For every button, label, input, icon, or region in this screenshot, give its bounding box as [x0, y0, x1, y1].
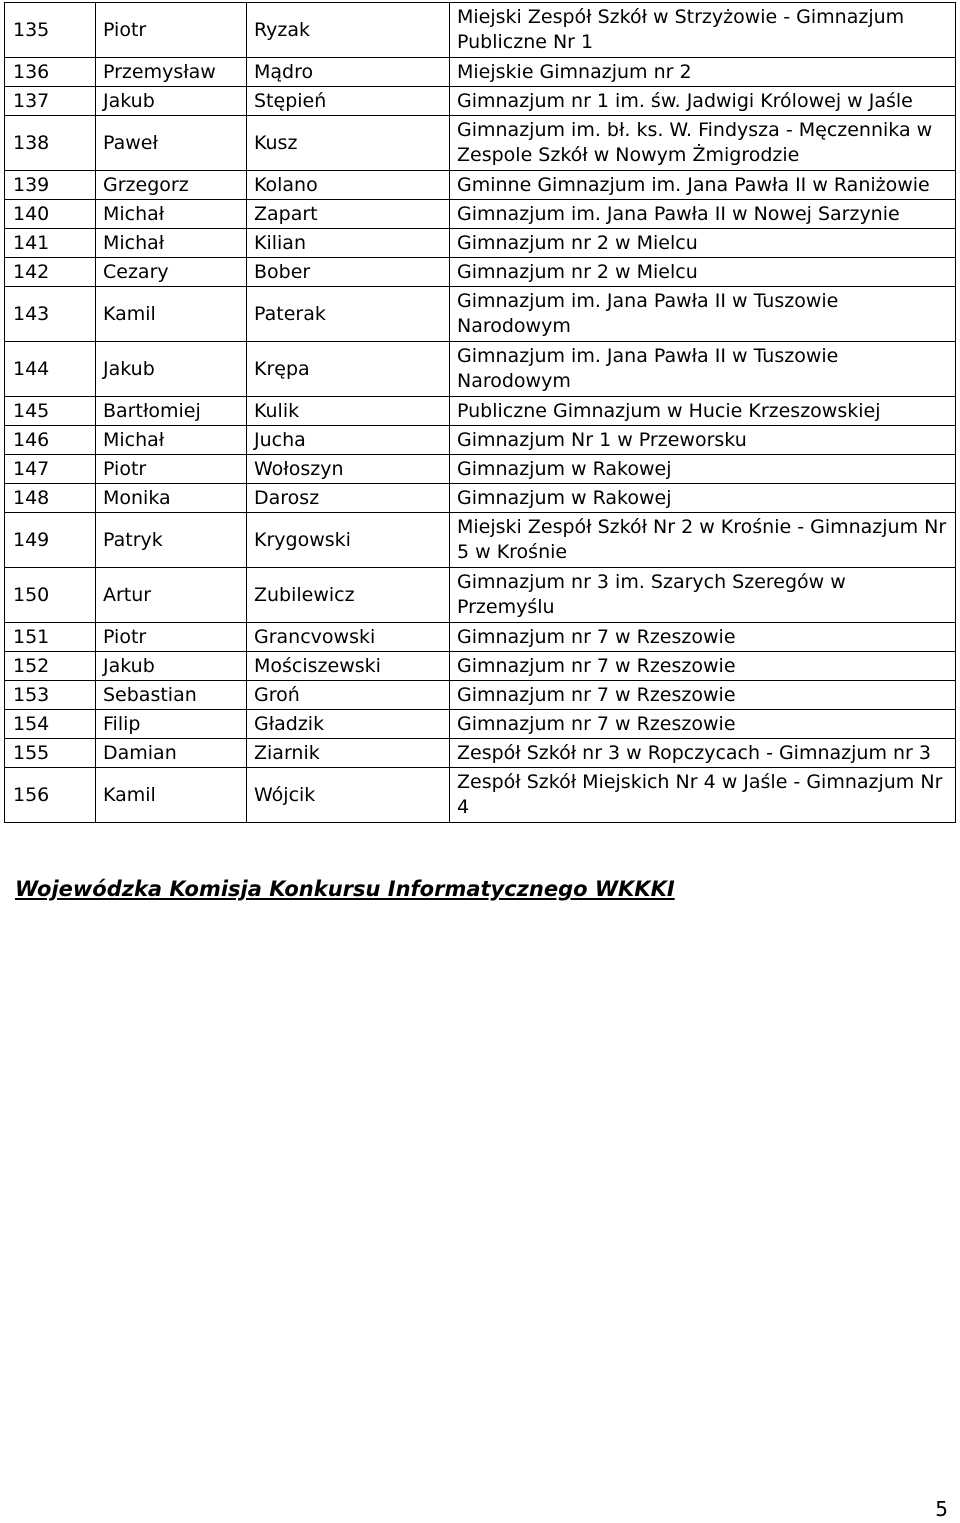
- row-number: 147: [5, 455, 96, 484]
- last-name: Ziarnik: [247, 739, 450, 768]
- school-name: Gimnazjum im. bł. ks. W. Findysza - Męczennika w Zespole Szkół w Nowym Żmigrodzie: [450, 116, 956, 171]
- row-number: 150: [5, 568, 96, 623]
- last-name: Gładzik: [247, 710, 450, 739]
- row-number: 155: [5, 739, 96, 768]
- last-name: Wójcik: [247, 768, 450, 823]
- table-row: [5, 426, 956, 455]
- school-name: Gimnazjum Nr 1 w Przeworsku: [450, 426, 956, 455]
- school-name: Gimnazjum nr 2 w Mielcu: [450, 258, 956, 287]
- row-number: 149: [5, 513, 96, 568]
- last-name: Mościszewski: [247, 652, 450, 681]
- first-name: Bartłomiej: [96, 397, 247, 426]
- last-name: Zubilewicz: [247, 568, 450, 623]
- table-row: [5, 397, 956, 426]
- row-number: 152: [5, 652, 96, 681]
- last-name: Krępa: [247, 342, 450, 397]
- first-name: Jakub: [96, 342, 247, 397]
- row-number: 156: [5, 768, 96, 823]
- first-name: Monika: [96, 484, 247, 513]
- last-name: Krygowski: [247, 513, 450, 568]
- first-name: Kamil: [96, 287, 247, 342]
- row-number: 151: [5, 623, 96, 652]
- school-name: Gimnazjum nr 7 w Rzeszowie: [450, 681, 956, 710]
- row-number: 142: [5, 258, 96, 287]
- last-name: Bober: [247, 258, 450, 287]
- table-row: [5, 58, 956, 87]
- row-number: 144: [5, 342, 96, 397]
- first-name: Michał: [96, 426, 247, 455]
- table-row: [5, 623, 956, 652]
- school-name: Gimnazjum nr 1 im. św. Jadwigi Królowej w Jaśle: [450, 87, 956, 116]
- page-number: 5: [935, 1497, 948, 1521]
- school-name: Gimnazjum nr 7 w Rzeszowie: [450, 652, 956, 681]
- row-number: 154: [5, 710, 96, 739]
- last-name: Kolano: [247, 171, 450, 200]
- last-name: Jucha: [247, 426, 450, 455]
- table-row: [5, 3, 956, 58]
- table-row: [5, 768, 956, 823]
- last-name: Kulik: [247, 397, 450, 426]
- school-name: Gimnazjum nr 7 w Rzeszowie: [450, 710, 956, 739]
- school-name: Zespół Szkół nr 3 w Ropczycach - Gimnazjum nr 3: [450, 739, 956, 768]
- school-name: Gimnazjum im. Jana Pawła II w Nowej Sarzynie: [450, 200, 956, 229]
- participants-table-body: [5, 3, 956, 823]
- row-number: 137: [5, 87, 96, 116]
- first-name: Artur: [96, 568, 247, 623]
- school-name: Publiczne Gimnazjum w Hucie Krzeszowskiej: [450, 397, 956, 426]
- last-name: Darosz: [247, 484, 450, 513]
- first-name: Kamil: [96, 768, 247, 823]
- table-row: [5, 455, 956, 484]
- first-name: Grzegorz: [96, 171, 247, 200]
- school-name: Gimnazjum nr 3 im. Szarych Szeregów w Przemyślu: [450, 568, 956, 623]
- last-name: Ryzak: [247, 3, 450, 58]
- first-name: Cezary: [96, 258, 247, 287]
- last-name: Zapart: [247, 200, 450, 229]
- school-name: Zespół Szkół Miejskich Nr 4 w Jaśle - Gimnazjum Nr 4: [450, 768, 956, 823]
- row-number: 143: [5, 287, 96, 342]
- table-row: [5, 484, 956, 513]
- last-name: Wołoszyn: [247, 455, 450, 484]
- table-row: [5, 652, 956, 681]
- first-name: Jakub: [96, 652, 247, 681]
- first-name: Michał: [96, 229, 247, 258]
- table-row: [5, 681, 956, 710]
- row-number: 148: [5, 484, 96, 513]
- row-number: 135: [5, 3, 96, 58]
- school-name: Gimnazjum im. Jana Pawła II w Tuszowie Narodowym: [450, 287, 956, 342]
- table-row: [5, 171, 956, 200]
- first-name: Sebastian: [96, 681, 247, 710]
- school-name: Gminne Gimnazjum im. Jana Pawła II w Raniżowie: [450, 171, 956, 200]
- table-row: [5, 342, 956, 397]
- table-row: [5, 87, 956, 116]
- school-name: Gimnazjum nr 2 w Mielcu: [450, 229, 956, 258]
- row-number: 136: [5, 58, 96, 87]
- footer-title: Wojewódzka Komisja Konkursu Informatycznego WKKKI: [15, 877, 675, 901]
- first-name: Przemysław: [96, 58, 247, 87]
- school-name: Gimnazjum nr 7 w Rzeszowie: [450, 623, 956, 652]
- first-name: Piotr: [96, 455, 247, 484]
- first-name: Piotr: [96, 623, 247, 652]
- school-name: Miejskie Gimnazjum nr 2: [450, 58, 956, 87]
- table-row: [5, 710, 956, 739]
- table-row: [5, 739, 956, 768]
- row-number: 153: [5, 681, 96, 710]
- school-name: Gimnazjum w Rakowej: [450, 484, 956, 513]
- row-number: 145: [5, 397, 96, 426]
- first-name: Damian: [96, 739, 247, 768]
- first-name: Patryk: [96, 513, 247, 568]
- last-name: Groń: [247, 681, 450, 710]
- table-row: [5, 200, 956, 229]
- row-number: 146: [5, 426, 96, 455]
- table-row: [5, 116, 956, 171]
- last-name: Kilian: [247, 229, 450, 258]
- last-name: Grancvowski: [247, 623, 450, 652]
- table-row: [5, 229, 956, 258]
- school-name: Miejski Zespół Szkół Nr 2 w Krośnie - Gimnazjum Nr 5 w Krośnie: [450, 513, 956, 568]
- table-row: [5, 568, 956, 623]
- last-name: Stępień: [247, 87, 450, 116]
- school-name: Miejski Zespół Szkół w Strzyżowie - Gimnazjum Publiczne Nr 1: [450, 3, 956, 58]
- row-number: 140: [5, 200, 96, 229]
- first-name: Jakub: [96, 87, 247, 116]
- row-number: 138: [5, 116, 96, 171]
- table-row: [5, 258, 956, 287]
- last-name: Paterak: [247, 287, 450, 342]
- last-name: Mądro: [247, 58, 450, 87]
- first-name: Paweł: [96, 116, 247, 171]
- first-name: Michał: [96, 200, 247, 229]
- first-name: Piotr: [96, 3, 247, 58]
- table-row: [5, 513, 956, 568]
- participants-table: [4, 2, 956, 823]
- row-number: 141: [5, 229, 96, 258]
- first-name: Filip: [96, 710, 247, 739]
- row-number: 139: [5, 171, 96, 200]
- last-name: Kusz: [247, 116, 450, 171]
- school-name: Gimnazjum im. Jana Pawła II w Tuszowie Narodowym: [450, 342, 956, 397]
- school-name: Gimnazjum w Rakowej: [450, 455, 956, 484]
- table-row: [5, 287, 956, 342]
